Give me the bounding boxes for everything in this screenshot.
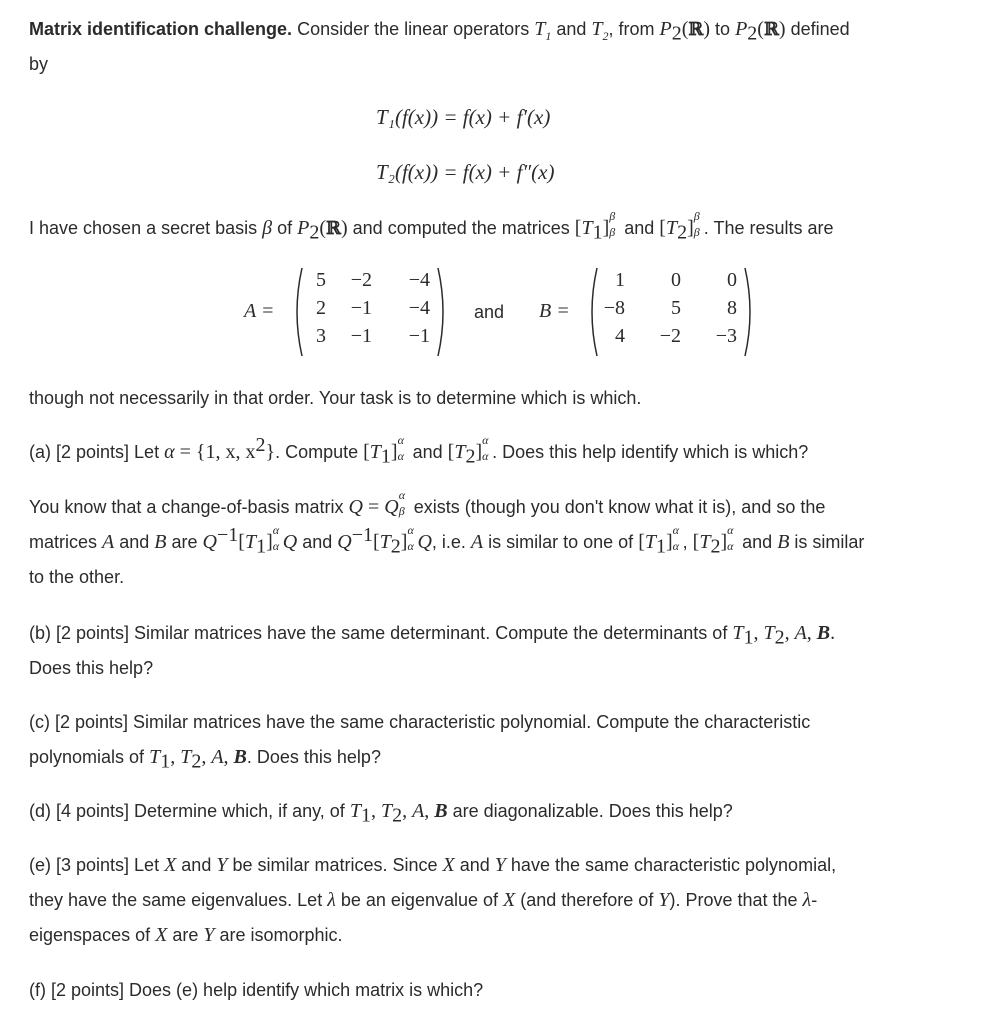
part-a-label: (a) [2 points] Let	[29, 442, 165, 462]
math-T2: $T_2$	[591, 18, 609, 43]
secret-of: of	[272, 218, 298, 238]
part-e-text-8: -	[811, 890, 818, 910]
part-e-text-10: are	[167, 925, 204, 945]
matrix-a-cell: −2	[350, 269, 372, 291]
secret-and: and	[619, 218, 660, 238]
matrix-a-cell: 2	[316, 297, 326, 319]
part-e-text-6: (and therefore of	[515, 890, 659, 910]
part-a-compute: . Compute	[275, 442, 364, 462]
part-e-text-5: be an eigenvalue of	[335, 890, 504, 910]
matrix-a-cell: 3	[316, 325, 326, 347]
matrix-b-cell: 5	[671, 297, 681, 319]
matrices-display	[0, 262, 991, 362]
part-e-text-1: (e) [3 points] Let	[29, 855, 165, 875]
math-P2R: P	[659, 18, 672, 40]
math-T1: $T_1$	[534, 18, 552, 43]
cb-are: are	[166, 532, 203, 552]
secret-basis-paragraph: I have chosen a secret basis β of $P_2(ℝ)$ and computed the matrices $[T_1]$ β β and $[T_2]$ β β . The results are	[29, 209, 834, 244]
matrix-b-cell: 8	[727, 297, 737, 319]
part-e-and: and	[176, 855, 217, 875]
cb-and: and	[114, 532, 155, 552]
cb-other: to the other.	[29, 567, 125, 587]
part-c: (c) [2 points] Similar matrices have the same characteristic polynomial. Compute the characteristic polynomials of $T_1$, $T_2$, A, B. Does this help?	[29, 705, 969, 775]
though-paragraph: though not necessarily in that order. Your task is to determine which is which.	[29, 388, 642, 408]
part-d-text-1: (d) [4 points] Determine which, if any, of	[29, 801, 350, 821]
cb-matrices: matrices	[29, 532, 103, 552]
secret-results: . The results are	[703, 218, 834, 238]
cb-comma: ,	[682, 532, 693, 552]
matrix-a-cell: −1	[408, 325, 430, 347]
intro-to: to	[710, 19, 736, 39]
cb-similar: is similar to one of	[483, 532, 639, 552]
part-e: (e) [3 points] Let X and Y be similar matrices. Since X and Y have the same characteristic polynomial, they have the same eigenvalues. Let λ be an eigenvalue of X (and therefore of Y). Prove that the λ- eigenspaces of X are Y are isomorphic.	[29, 854, 837, 946]
part-c-text-2: polynomials of	[29, 747, 150, 767]
secret-text: I have chosen a secret basis	[29, 218, 263, 238]
matrix-a-cell: −1	[350, 325, 372, 347]
cb-exists: exists (though you don't know what it is), and so the	[408, 497, 826, 517]
matrix-A-label: A =	[244, 300, 275, 322]
cb-ie: , i.e.	[431, 532, 471, 552]
intro-by: by	[29, 54, 49, 74]
cb-andB: and	[737, 532, 778, 552]
part-d-text-2: are diagonalizable. Does this help?	[447, 801, 733, 821]
cb-and2: and	[297, 532, 338, 552]
equation-T1: T₁(f(x)) = f(x) + f′(x)	[376, 105, 551, 129]
matrices-and: and	[474, 302, 505, 322]
part-c-text-3: . Does this help?	[246, 747, 381, 767]
matrix-b-cell: 4	[615, 325, 625, 347]
intro-defined: defined	[785, 19, 850, 39]
matrix-a-cell: 5	[316, 269, 326, 291]
part-b-text-2: Does this help?	[29, 658, 154, 678]
part-e-text-4: they have the same eigenvalues. Let	[29, 890, 328, 910]
matrix-B-label: B =	[539, 300, 570, 322]
part-e-and2: and	[454, 855, 495, 875]
part-e-text-7: ). Prove that the	[669, 890, 803, 910]
part-a-question: . Does this help identify which is which?	[492, 442, 809, 462]
intro-text: Consider the linear operators	[292, 19, 535, 39]
part-b-text-1: (b) [2 points] Similar matrices have the same determinant. Compute the determinants of	[29, 623, 733, 643]
cb-text-1: You know that a change-of-basis matrix	[29, 497, 349, 517]
problem-title: Matrix identification challenge.	[29, 19, 293, 39]
part-e-text-2: be similar matrices. Since	[227, 855, 443, 875]
matrix-b-cell: −3	[715, 325, 737, 347]
secret-computed: and computed the matrices	[347, 218, 575, 238]
matrix-a-cell: −4	[408, 269, 430, 291]
part-f: (f) [2 points] Does (e) help identify which matrix is which?	[29, 980, 484, 1000]
part-e-text-9: eigenspaces of	[29, 925, 156, 945]
part-a-set: = {1, x, x	[174, 441, 256, 463]
cb-similar2: is similar	[789, 532, 865, 552]
matrix-a-cell: −1	[350, 297, 372, 319]
part-a: (a) [2 points] Let α = {1, x, $x^2$}. Compute $[T_1]$ α α and $[T_2]$ α α . Does this help identify which is which?	[29, 433, 809, 468]
equation-T2: T₂(f(x)) = f(x) + f″(x)	[376, 160, 555, 184]
part-a-and: and	[407, 442, 448, 462]
matrix-a-cell: −4	[408, 297, 430, 319]
matrix-b-cell: 0	[671, 269, 681, 291]
change-basis-paragraph: You know that a change-of-basis matrix Q = Q α β exists (though you don't know what it is), and so the matrices A and B are $Q^{-1}[T_1]$ α α Q and $Q^{-1}[T_2]$ α α Q, i.e. A is similar to one of $[T_1]$ α α , $[T_2]$ α α and B is similar to the other.	[29, 490, 969, 595]
intro-and: and	[551, 19, 592, 39]
part-d: (d) [4 points] Determine which, if any, of $T_1$, $T_2$, A, B are diagonalizable. Does this help?	[29, 800, 733, 827]
intro-from: , from	[608, 19, 660, 39]
part-b: (b) [2 points] Similar matrices have the same determinant. Compute the determinants of $T_1$, $T_2$, A, B. Does this help?	[29, 616, 969, 686]
matrix-b-cell: −2	[659, 325, 681, 347]
matrix-b-cell: 0	[727, 269, 737, 291]
part-e-text-11: are isomorphic.	[214, 925, 343, 945]
intro-paragraph: Matrix identification challenge. Consider the linear operators $T_1$ and $T_2$, from $P_2(ℝ)$ to $P_2(ℝ)$ defined by	[29, 12, 969, 82]
matrix-b-cell: −8	[603, 297, 625, 319]
matrix-b-cell: 1	[615, 269, 625, 291]
part-c-text-1: (c) [2 points] Similar matrices have the same characteristic polynomial. Compute the characteristic	[29, 712, 811, 732]
part-e-text-3: have the same characteristic polynomial,	[505, 855, 837, 875]
